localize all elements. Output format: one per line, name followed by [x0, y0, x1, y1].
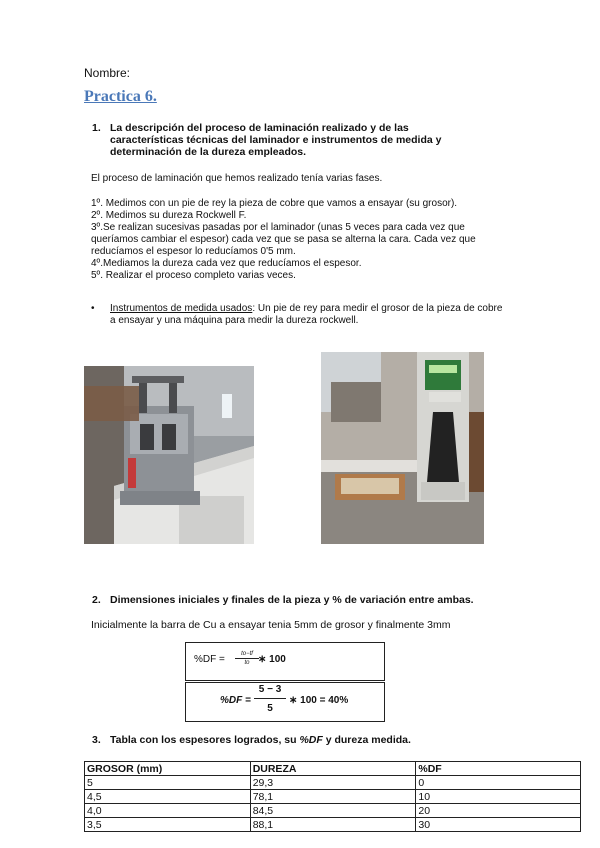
table-cell: 4,0	[85, 804, 251, 818]
step-line: 4º.Mediamos la dureza cada vez que reducíamos el espesor.	[91, 258, 362, 269]
bullet-icon: •	[91, 303, 95, 314]
table-row	[85, 818, 581, 832]
section-3-number: 3.	[92, 734, 101, 746]
formula-1-denominator: to	[244, 660, 250, 666]
table-cell: 3,5	[85, 818, 251, 832]
table-header-grosor: GROSOR (mm)	[85, 762, 251, 776]
table-header-dureza: DUREZA	[250, 762, 416, 776]
section-2-heading	[92, 594, 530, 606]
table-cell: 0	[416, 776, 581, 790]
section-3-text-em: %DF	[299, 734, 323, 746]
table-cell: 29,3	[250, 776, 416, 790]
formula-2-fraction-line	[254, 698, 286, 699]
formula-box-general	[185, 642, 385, 681]
intro-paragraph: El proceso de laminación que hemos realizado tenía varias fases.	[91, 173, 383, 184]
table-row	[85, 776, 581, 790]
section-2-number: 2.	[92, 594, 101, 606]
section-1-heading	[92, 122, 460, 158]
step-line: 3º.Se realizan sucesivas pasadas por el laminador (unas 5 veces para cada vez que	[91, 222, 465, 233]
table-header-df: %DF	[416, 762, 581, 776]
instruments-bullet	[91, 303, 510, 327]
table-cell: 78,1	[250, 790, 416, 804]
section-2-paragraph: Inicialmente la barra de Cu a ensayar tenia 5mm de grosor y finalmente 3mm	[91, 619, 451, 631]
hardness-tester-photo	[321, 352, 484, 544]
formula-box-result	[185, 682, 385, 722]
formula-2-denominator: 5	[267, 703, 273, 714]
formula-1-lhs: %DF =	[194, 654, 225, 665]
step-line: reducíamos el espesor lo reducíamos 0'5 mm.	[91, 246, 296, 257]
page-title: Practica 6.	[84, 88, 157, 105]
instruments-label: Instrumentos de medida usados	[110, 303, 253, 314]
step-line: 1º. Medimos con un pie de rey la pieza de cobre que vamos a ensayar (su grosor).	[91, 198, 458, 209]
laminator-photo-graphic	[84, 366, 254, 544]
formula-1-fraction-line	[235, 658, 259, 659]
table-header-row	[85, 762, 581, 776]
formula-1-rhs: ∗ 100	[258, 654, 286, 665]
step-line: 2º. Medimos su dureza Rockwell F.	[91, 210, 247, 221]
formula-2-numerator: 5 − 3	[258, 684, 282, 695]
section-3-heading	[92, 734, 530, 746]
instruments-text: : Un pie de rey para medir el grosor de la pieza de cobre a ensayar y una máquina para medir la dureza rockwell.	[110, 303, 503, 326]
table-row	[85, 790, 581, 804]
table-cell: 30	[416, 818, 581, 832]
formula-2-rhs: ∗ 100 = 40%	[289, 695, 349, 706]
table-cell: 5	[85, 776, 251, 790]
table-cell: 10	[416, 790, 581, 804]
thickness-table	[84, 761, 581, 832]
laminator-photo	[84, 366, 254, 544]
section-1-number: 1.	[92, 122, 101, 134]
steps-list	[91, 198, 511, 282]
formula-2-lhs: %DF =	[220, 695, 251, 706]
section-3-text-post: y dureza medida.	[322, 734, 411, 746]
table-row	[85, 804, 581, 818]
section-3-text-pre: Tabla con los espesores logrados, su	[110, 734, 300, 746]
table-cell: 20	[416, 804, 581, 818]
section-2-text: Dimensiones iniciales y finales de la pieza y % de variación entre ambas.	[110, 594, 474, 606]
table-cell: 84,5	[250, 804, 416, 818]
step-line: queríamos cambiar el espesor) cada vez que se pasa se alterna la cara. Cada vez que	[91, 234, 476, 245]
table-cell: 88,1	[250, 818, 416, 832]
section-1-text: La descripción del proceso de laminación realizado y de las características técnicas del laminador e instrumentos de medida y determinación de la dureza empleados.	[110, 122, 442, 158]
formula-1-numerator: to−tf	[241, 651, 253, 657]
table-cell: 4,5	[85, 790, 251, 804]
step-line: 5º. Realizar el proceso completo varias veces.	[91, 270, 296, 281]
hardness-tester-photo-graphic	[321, 352, 484, 544]
nombre-label: Nombre:	[84, 66, 131, 80]
